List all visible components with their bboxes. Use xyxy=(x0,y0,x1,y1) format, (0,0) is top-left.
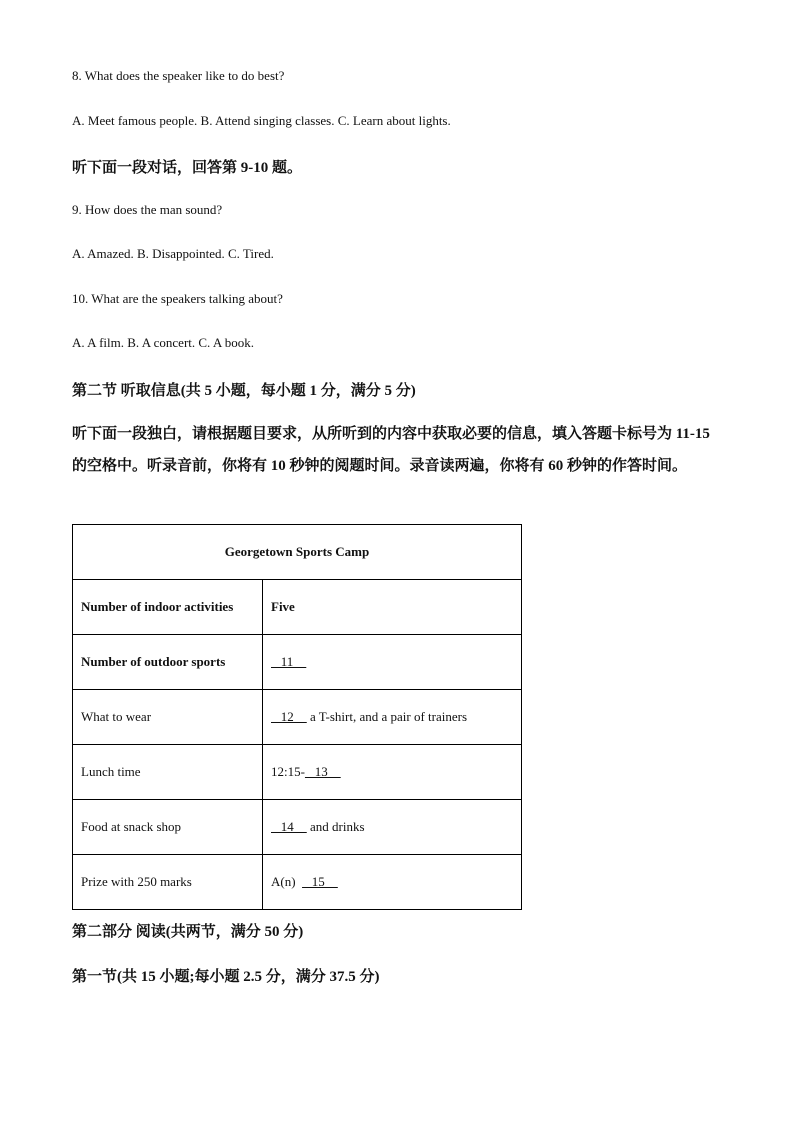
row-label: Number of indoor activities xyxy=(73,580,263,635)
value-text: and drinks xyxy=(306,819,365,834)
row-label: Number of outdoor sports xyxy=(73,635,263,690)
question-8-options: A. Meet famous people. B. Attend singing classes. C. Learn about lights. xyxy=(72,113,451,128)
table-row xyxy=(73,580,522,635)
answer-blank-15: 15 xyxy=(302,874,338,889)
question-10: 10. What are the speakers talking about? xyxy=(72,291,283,306)
table-title: Georgetown Sports Camp xyxy=(73,525,522,580)
value-text: Five xyxy=(271,599,295,614)
answer-blank-11: 11 xyxy=(271,654,307,669)
row-label: Food at snack shop xyxy=(73,800,263,855)
answer-blank-12: 12 xyxy=(271,709,307,724)
question-9-options: A. Amazed. B. Disappointed. C. Tired. xyxy=(72,246,274,261)
table-row xyxy=(73,635,522,690)
question-10-options: A. A film. B. A concert. C. A book. xyxy=(72,335,255,350)
row-value xyxy=(263,800,522,855)
answer-blank-13: 13 xyxy=(304,764,341,779)
section-2-heading: 第二节 听取信息(共 5 小题，每小题 1 分，满分 5 分) xyxy=(72,383,416,399)
answer-blank-14: 14 xyxy=(271,819,307,834)
table-row xyxy=(73,745,522,800)
row-value xyxy=(263,635,522,690)
value-prefix: A(n) xyxy=(271,874,303,889)
part-2-section-1-heading: 第一节(共 15 小题;每小题 2.5 分，满分 37.5 分) xyxy=(72,969,380,985)
table-title-row xyxy=(73,525,522,580)
table-row xyxy=(73,800,522,855)
part-2-heading: 第二部分 阅读(共两节，满分 50 分) xyxy=(72,924,304,940)
row-value xyxy=(263,690,522,745)
row-label: Prize with 250 marks xyxy=(73,855,263,910)
row-value xyxy=(263,580,522,635)
value-text: a T-shirt, and a pair of trainers xyxy=(306,709,468,724)
row-value xyxy=(263,855,522,910)
row-label: What to wear xyxy=(73,690,263,745)
dialog-heading: 听下面一段对话，回答第 9-10 题。 xyxy=(72,160,302,176)
row-value xyxy=(263,745,522,800)
value-prefix: 12:15- xyxy=(271,764,305,779)
table-row xyxy=(73,690,522,745)
row-label: Lunch time xyxy=(73,745,263,800)
sports-camp-table xyxy=(72,524,522,910)
listening-instructions: 听下面一段独白，请根据题目要求，从所听到的内容中获取必要的信息，填入答题卡标号为 11-15 的空格中。听录音前，你将有 10 秒钟的阅题时间。录音读两遍，你将有 60 秒钟的作答时间。 xyxy=(72,426,710,474)
table-row xyxy=(73,855,522,910)
question-9: 9. How does the man sound? xyxy=(72,202,223,217)
question-8: 8. What does the speaker like to do best? xyxy=(72,68,285,83)
